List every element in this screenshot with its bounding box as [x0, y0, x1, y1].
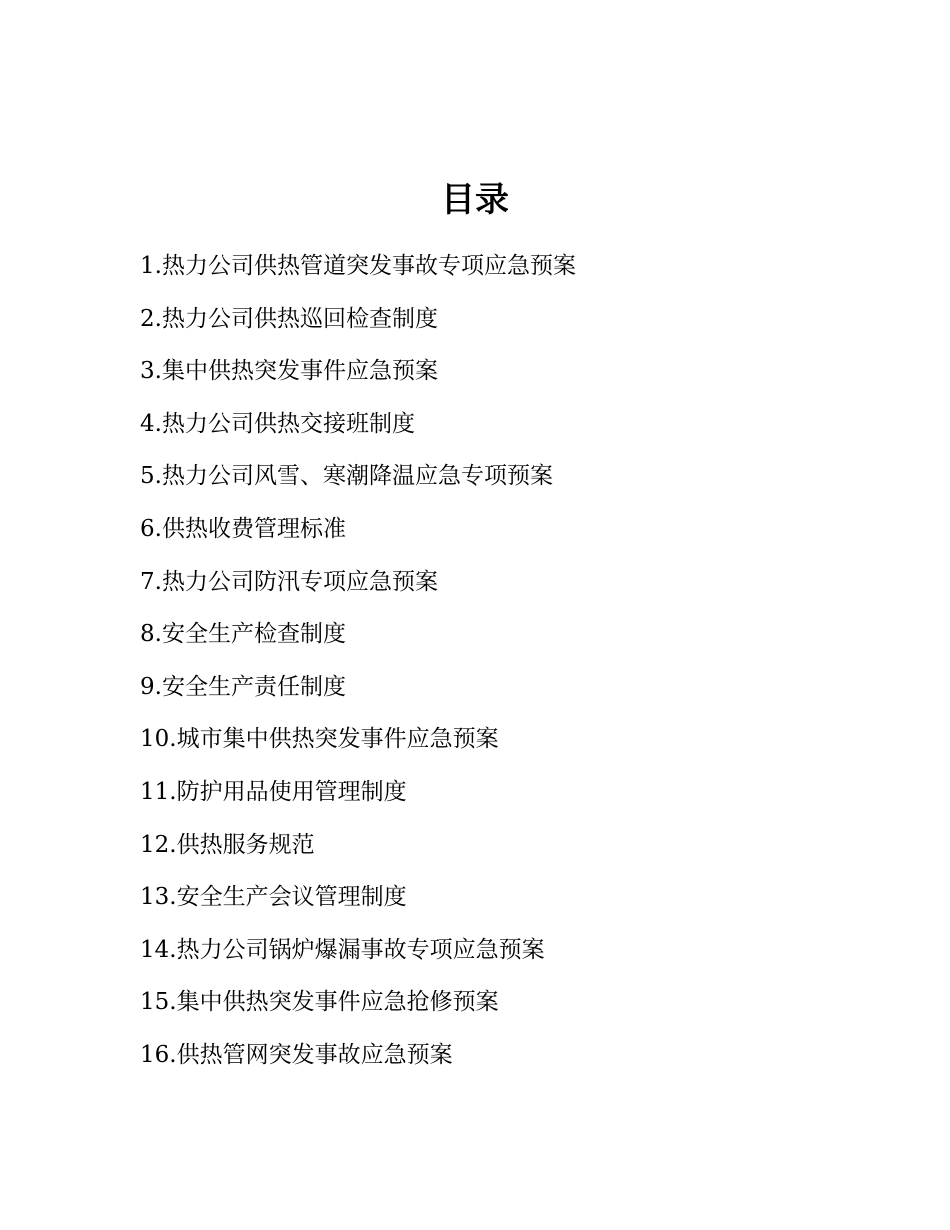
- toc-item-7: 7.热力公司防汛专项应急预案: [140, 568, 438, 595]
- toc-item-1: 1.热力公司供热管道突发事故专项应急预案: [140, 253, 576, 279]
- toc-item-5: 5.热力公司风雪、寒潮降温应急专项预案: [140, 463, 553, 490]
- toc-item-14: 14.热力公司锅炉爆漏事故专项应急预案: [140, 936, 545, 963]
- toc-item-10: 10.城市集中供热突发事件应急预案: [140, 726, 499, 753]
- toc-item-6: 6.供热收费管理标准: [140, 515, 346, 542]
- toc-item-13: 13.安全生产会议管理制度: [140, 884, 407, 911]
- toc-list: [140, 240, 900, 1082]
- toc-item-15: 15.集中供热突发事件应急抢修预案: [140, 989, 499, 1016]
- toc-item-2: 2.热力公司供热巡回检查制度: [140, 305, 438, 332]
- toc-item-4: 4.热力公司供热交接班制度: [140, 410, 415, 437]
- toc-item-9: 9.安全生产责任制度: [140, 673, 346, 700]
- toc-item-16: 16.供热管网突发事故应急预案: [140, 1041, 453, 1068]
- toc-title: 目录: [441, 180, 509, 220]
- toc-item-3: 3.集中供热突发事件应急预案: [140, 358, 438, 385]
- toc-item-12: 12.供热服务规范: [140, 831, 315, 858]
- toc-item-8: 8.安全生产检查制度: [140, 621, 346, 648]
- toc-item-11: 11.防护用品使用管理制度: [140, 778, 407, 805]
